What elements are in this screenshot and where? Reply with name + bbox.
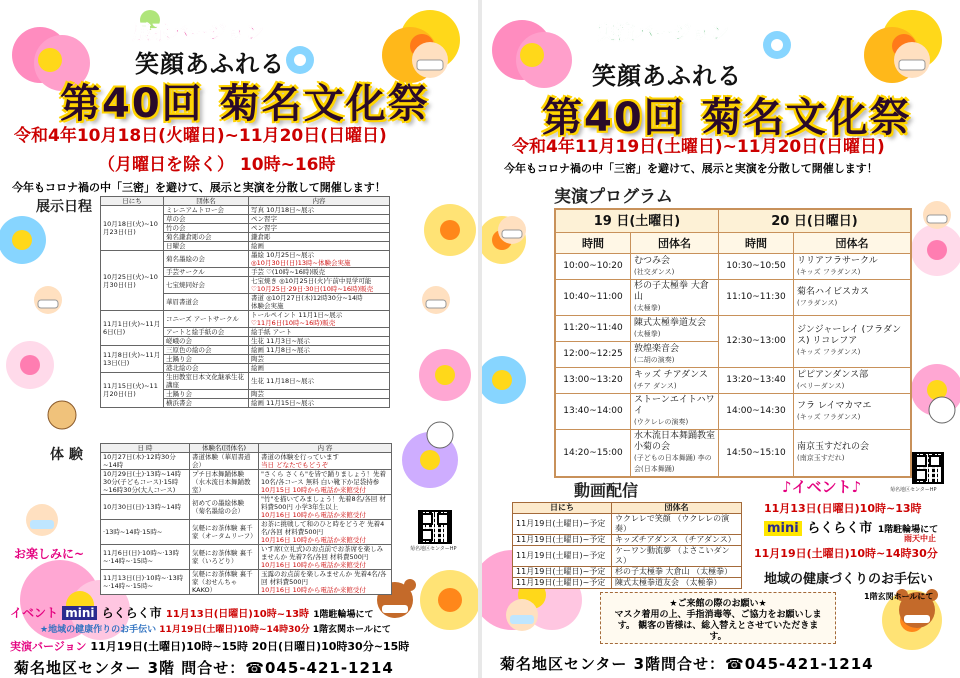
detail-text: いす席(立礼式)のお点前でお茶席を楽しみませんか 先着7名/各回 材料費500円: [261, 545, 384, 561]
event-line: [10, 604, 374, 621]
cell-when: 11月13日(日)·10時~·13時~·14時~·15時~: [101, 570, 190, 595]
cell-group: 竹の会: [164, 224, 249, 233]
cell-time: 10:30~10:50: [719, 254, 794, 280]
cell-group: 土鍋り会: [164, 355, 249, 364]
cell-group: [631, 254, 719, 280]
demo-poster: [482, 0, 960, 678]
cell-when: 11月6日(日)·10時~·13時~·14時~·15時~: [101, 545, 190, 570]
exhibit-heading: 展示日程: [36, 199, 92, 215]
cell-group: [794, 254, 911, 280]
demo-dates: 11月19日(土曜日)10時~15時 20日(日曜日)10時30分~15時: [90, 640, 410, 653]
col-group: 団体名: [612, 503, 742, 514]
cell-when: 10月27日(木)·12時30分~14時: [101, 453, 190, 470]
health-time: 11月19日(土曜日)10時~14時30分: [159, 625, 310, 635]
table-row: [101, 251, 390, 268]
group-genre: (キッズ フラダンス): [797, 267, 861, 276]
health-place: 1階玄関ホールにて: [864, 592, 934, 601]
notice-title: ★ご来館の際のお願い★: [669, 599, 767, 609]
cell-time: 13:40~14:00: [555, 394, 631, 430]
cell-detail: [259, 495, 392, 520]
col-group: 団体名: [164, 197, 249, 206]
exhibit-table: [100, 196, 390, 408]
content-note: 体験会実施: [251, 302, 284, 310]
cell-time: 10:00~10:20: [555, 254, 631, 280]
detail-note: 当日 どなたでもどうぞ: [261, 461, 329, 469]
content-text: 書道 ◎10月27日(木)12時30分~14時: [251, 294, 363, 302]
detail-text: 玉露のお点前を楽しみませんか 先着4名/各回 材料費500円: [261, 570, 387, 586]
col-when: 日 時: [101, 444, 190, 453]
group-genre: (ベリーダンス): [797, 381, 845, 390]
cell-content: ペン習字: [249, 224, 390, 233]
program-heading: 実演プログラム: [554, 187, 673, 207]
mini-label: mini: [764, 521, 802, 536]
col-time: 時間: [719, 233, 794, 254]
qr-code[interactable]: [912, 452, 944, 484]
cell-content: 絵手紙 アート: [249, 328, 390, 337]
col-name: 体験名(団体名): [190, 444, 259, 453]
cell-date: 11月19日(土曜日)~予定: [513, 535, 612, 546]
group-name: リリアフラサークル: [797, 255, 878, 266]
cell-name: 気軽にお茶体験 裏千家（オータムリーフ）: [190, 520, 259, 545]
table-row: [555, 368, 911, 394]
health-time: 11月19日(土曜日)10時~14時30分: [754, 547, 938, 560]
event-place: 1階駐輪場にて: [313, 610, 374, 620]
table-row: [555, 394, 911, 430]
intro-text: 今年もコロナ禍の中「三密」を避けて、展示と実演を分散して開催します！: [504, 162, 878, 175]
table-row: [555, 254, 911, 280]
qr-code[interactable]: [418, 510, 452, 544]
cell-when: ·13時~14時·15時~: [101, 520, 190, 545]
detail-note: 10月16日 10時から電話か来館受付: [261, 586, 366, 594]
cell-date: 11月19日(土曜日)~予定: [513, 578, 612, 589]
qr-caption: 菊名地区センターHP: [410, 546, 457, 552]
table-row: [555, 316, 911, 342]
table-row: [555, 280, 911, 316]
cell-content: 生花 11月18日~展示: [249, 373, 390, 390]
cell-content: 写真 10月18日~展示: [249, 206, 390, 215]
group-name: 水木流日本舞踊教室 小菊の会: [634, 431, 716, 452]
group-genre: (太極拳): [634, 329, 661, 338]
rain-note: 雨天中止: [904, 534, 936, 543]
cell-time: 10:40~11:00: [555, 280, 631, 316]
detail-text: お茶に挑戦して和のひと時をどうぞ 先着4名/各回 材料費500円: [261, 520, 385, 536]
cell-group: [631, 394, 719, 430]
detail-text: "さくら さくら"を皆で踊りましょう！先着10名/各コース 無料 白い靴下か足袋持参: [261, 470, 387, 486]
group-name: 菊名ハイビスカス: [797, 286, 870, 297]
health-label: ★地域の健康作りのお手伝い: [40, 625, 157, 635]
event-date: 11月13日(日曜日)10時~13時: [764, 502, 922, 515]
cell-group: 菊名墨絵の会: [164, 251, 249, 268]
detail-note: 10月15日 10時から電話か来館受付: [261, 486, 366, 494]
group-genre: (子どもの日本舞踊) 李の会(日本舞踊): [634, 454, 712, 473]
table-row: [513, 578, 742, 589]
cell-when: 10月29日(土)·13時~14時30分(子どもコース)·15時~16時30分(大人コース): [101, 470, 190, 495]
experience-heading: 体 験: [50, 447, 83, 463]
cell-date: 11月19日(土曜日)~予定: [513, 567, 612, 578]
cell-group: 七宝焼同好会: [164, 277, 249, 294]
cell-content: 絵画: [249, 242, 390, 251]
cell-content: [249, 277, 390, 294]
cell-content: 絵画: [249, 364, 390, 373]
demo-version-badge: 実演バージョン: [597, 22, 730, 44]
intro-text: 今年もコロナ禍の中「三密」を避けて、展示と実演を分散して開催します！: [12, 181, 386, 194]
cell-name: 書道体験（華眉書道会）: [190, 453, 259, 470]
program-table: [554, 208, 912, 478]
demo-line: [10, 638, 409, 654]
col-group: 団体名: [794, 233, 911, 254]
cell-date: 11月15日(火)~11月20日(日): [101, 373, 164, 408]
cell-group: ケーワン動流夢 （よさこいダンス）: [612, 546, 742, 567]
mini-label: mini: [62, 606, 97, 620]
event-heading: ♪イベント♪: [782, 478, 862, 496]
cell-group: コニーズ アートサークル: [164, 311, 249, 328]
footer: [14, 657, 394, 678]
event-time: 11月13日(日曜日)10時~13時: [165, 609, 310, 620]
group-name: 陳式太極拳道友会: [634, 317, 707, 328]
cell-content: 絵画 11月15日~展示: [249, 399, 390, 408]
group-name: 敦煌楽音会: [634, 343, 680, 354]
footer: 菊名地区センター 3階問合せ：☎045-421-1214: [500, 655, 874, 673]
cell-group: [794, 280, 911, 316]
cell-detail: [259, 570, 392, 595]
cell-content: ペン習字: [249, 215, 390, 224]
tanoshimi-text: お楽しみに~: [14, 547, 85, 561]
table-row: [101, 311, 390, 328]
table-row: [101, 470, 392, 495]
table-row: [101, 373, 390, 390]
date-range: 令和4年11月19日(土曜日)~11月20日(日曜日): [512, 137, 885, 157]
cell-date: 11月8日(火)~11月13日(日): [101, 346, 164, 373]
cell-group: [794, 368, 911, 394]
cell-group: 日曜会: [164, 242, 249, 251]
detail-note: 10月16日 10時から電話か来館受付: [261, 511, 366, 519]
qr-caption: 菊名地区センターHP: [890, 487, 937, 493]
cell-group: 三原色の絵の会: [164, 346, 249, 355]
group-genre: (ウクレレの演奏): [634, 418, 689, 426]
exhibit-poster: [0, 0, 478, 678]
cell-time: 13:00~13:20: [555, 368, 631, 394]
cell-time: 14:50~15:10: [719, 430, 794, 478]
group-genre: (太極拳): [634, 304, 661, 312]
table-row: [101, 346, 390, 355]
detail-note: 10月16日 10時から電話か来館受付: [261, 561, 366, 569]
cell-group: 生田教室日本文化継承生花講座: [164, 373, 249, 390]
cell-detail: [259, 470, 392, 495]
cell-group: キッズチアダンス （チアダンス）: [612, 535, 742, 546]
col-time: 時間: [555, 233, 631, 254]
cell-time: 13:20~13:40: [719, 368, 794, 394]
cell-group: [794, 430, 911, 478]
content-text: トールペイント 11月1日~展示: [251, 311, 343, 319]
content-text: 墨絵 10月25日~展示: [251, 251, 315, 259]
notice-box: [600, 592, 836, 644]
video-table: [512, 502, 742, 589]
content-note: ♡11月6日(10時~16時)販売: [251, 319, 336, 327]
cell-content: [249, 294, 390, 311]
group-genre: (チア ダンス): [634, 381, 677, 390]
cell-content: 鎌倉彫: [249, 233, 390, 242]
event-place: 1階駐輪場にて: [877, 525, 939, 535]
cell-time: 11:10~11:30: [719, 280, 794, 316]
table-row: [513, 546, 742, 567]
subtitle: 笑顔あふれる: [135, 50, 285, 78]
cell-group: 草の会: [164, 215, 249, 224]
detail-text: 書道の体験を行っています: [261, 453, 339, 461]
group-name: キッズ チアダンス: [634, 369, 708, 380]
cell-detail: [259, 453, 392, 470]
cell-group: 杉の子太極拳 大倉山 （太極拳）: [612, 567, 742, 578]
table-row: [101, 545, 392, 570]
cell-group: 菊名鎌倉彫の会: [164, 233, 249, 242]
page-title: 第40回 菊名文化祭: [542, 95, 912, 141]
cell-content: 絵画 11月8日~展示: [249, 346, 390, 355]
cell-time: 11:20~11:40: [555, 316, 631, 342]
col-content: 内容: [249, 197, 390, 206]
notice-body: マスク着用の上、手指消毒等、ご協力をお願いします。 観客の皆様は、総入替えとさせていただきます。: [614, 610, 822, 642]
cell-time: 12:30~13:00: [719, 316, 794, 368]
health-line: [40, 622, 391, 635]
table-row: [101, 206, 390, 215]
cell-time: 14:00~14:30: [719, 394, 794, 430]
event-label: イベント: [10, 606, 59, 620]
col-date: 日にち: [513, 503, 612, 514]
cell-date: 11月1日(火)~11月6日(日): [101, 311, 164, 346]
cell-group: [631, 316, 719, 342]
subtitle: 笑顔あふれる: [592, 62, 742, 90]
group-name: ジンジャーレイ (フラダンス) リコレフア: [797, 325, 902, 346]
table-row: [101, 520, 392, 545]
demo-label: 実演バージョン: [10, 640, 87, 653]
rakuraku-label: らくらく市: [807, 521, 873, 536]
rakuraku-label: らくらく市: [101, 606, 162, 620]
table-row: [101, 453, 392, 470]
cell-group: 陳式太極拳道友会 （太極拳）: [612, 578, 742, 589]
cell-time: 12:00~12:25: [555, 342, 631, 368]
cell-group: 華眉書道会: [164, 294, 249, 311]
table-row: [101, 495, 392, 520]
day20-header: 20 日(日曜日): [719, 209, 911, 233]
cell-date: 10月25日(火)~10月30日(日): [101, 251, 164, 311]
table-row: [555, 430, 911, 478]
cell-group: [631, 280, 719, 316]
table-row: [101, 570, 392, 595]
content-note: ♡10月25日·29日·30日(10時~16時)販売: [251, 285, 374, 293]
group-name: ピピアンダンス部: [797, 369, 869, 380]
group-genre: (フラダンス): [797, 298, 838, 307]
table-row: [513, 514, 742, 535]
cell-when: 10月30日(日)·13時~14時: [101, 495, 190, 520]
cell-name: 気軽にお茶体験 裏千家（いろどり）: [190, 545, 259, 570]
cell-content: [249, 311, 390, 328]
cell-group: 港北絵の会: [164, 364, 249, 373]
group-name: フラ レイマカマエ: [797, 400, 872, 411]
footer-center: 菊名地区センター 3階: [14, 659, 176, 677]
cell-group: [631, 368, 719, 394]
group-genre: (社交ダンス): [634, 267, 675, 276]
cell-name: プチ日本舞踊体験（水木流日本舞踊教室）: [190, 470, 259, 495]
cell-date: 11月19日(土曜日)~予定: [513, 514, 612, 535]
cell-content: [249, 251, 390, 268]
col-detail: 内 容: [259, 444, 392, 453]
health-label: 地域の健康づくりのお手伝い: [764, 572, 934, 587]
person-mask-icon: [26, 504, 58, 536]
group-genre: (キッズ フラダンス): [797, 412, 861, 421]
cell-detail: [259, 545, 392, 570]
cell-date: 10月18日(火)~10月23日(日): [101, 206, 164, 251]
col-date: 日にち: [101, 197, 164, 206]
group-genre: (キッズ フラダンス): [797, 348, 861, 356]
cell-content: 陶芸: [249, 390, 390, 399]
cell-time: 14:20~15:00: [555, 430, 631, 478]
footer-phone: 問合せ：☎045-421-1214: [181, 659, 394, 677]
cell-name: 初めての墨絵体験（菊名墨絵の会）: [190, 495, 259, 520]
group-name: 南京玉すだれの会: [797, 442, 870, 452]
content-note: ◎10月30日(日)13時~体験会実施: [251, 259, 351, 267]
page-title: 第40回 菊名文化祭: [60, 81, 430, 127]
cell-group: 手芸サークル: [164, 268, 249, 277]
date-hours: （月曜日を除く） 10時~16時: [98, 155, 336, 175]
cell-content: 生花 11月3日~展示: [249, 337, 390, 346]
group-name: ストーンエイトハワイ: [634, 395, 715, 416]
cell-group: [794, 316, 911, 368]
table-row: [513, 567, 742, 578]
date-range: 令和4年10月18日(火曜日)~11月20日(日曜日): [14, 126, 387, 146]
cell-group: アートと絵手紙の会: [164, 328, 249, 337]
detail-note: 10月16日 10時から電話か来館受付: [261, 536, 366, 544]
group-name: むつみ会: [634, 255, 671, 266]
day19-header: 19 日(土曜日): [555, 209, 719, 233]
cell-group: 土鍋り会: [164, 390, 249, 399]
detail-text: "竹"を描いてみましょう！先着8名/各回 材料費500円 小学3年生以上: [261, 495, 386, 511]
cell-group: [631, 430, 719, 478]
cell-group: 横浜書会: [164, 399, 249, 408]
health-place: 1階玄関ホールにて: [312, 625, 391, 635]
cell-content: 陶芸: [249, 355, 390, 364]
experience-table: [100, 443, 392, 595]
cell-date: 11月19日(土曜日)~予定: [513, 546, 612, 567]
group-genre: (南京玉すだれ): [797, 454, 845, 462]
cell-group: [631, 342, 719, 368]
cell-group: 嵯峨の会: [164, 337, 249, 346]
group-genre: (二胡の演奏): [634, 355, 675, 364]
cell-name: 気軽にお茶体験 裏千家（おせんちゃKAKO）: [190, 570, 259, 595]
cell-group: ウクレレで笑顔 （ウクレレの演奏）: [612, 514, 742, 535]
col-group: 団体名: [631, 233, 719, 254]
content-text: 七宝焼き ◎10月25日(火)午前中見学可能: [251, 277, 372, 285]
video-heading: 動画配信: [574, 481, 639, 500]
table-row: [513, 535, 742, 546]
cell-detail: [259, 520, 392, 545]
cell-content: 手芸 ♡(10時~16時)販売: [249, 268, 390, 277]
exhibit-version-badge: 展示バージョン: [132, 22, 265, 44]
cell-group: ミレニアムトロー会: [164, 206, 249, 215]
group-name: 杉の子太極拳 大倉山: [634, 281, 709, 302]
cell-group: [794, 394, 911, 430]
